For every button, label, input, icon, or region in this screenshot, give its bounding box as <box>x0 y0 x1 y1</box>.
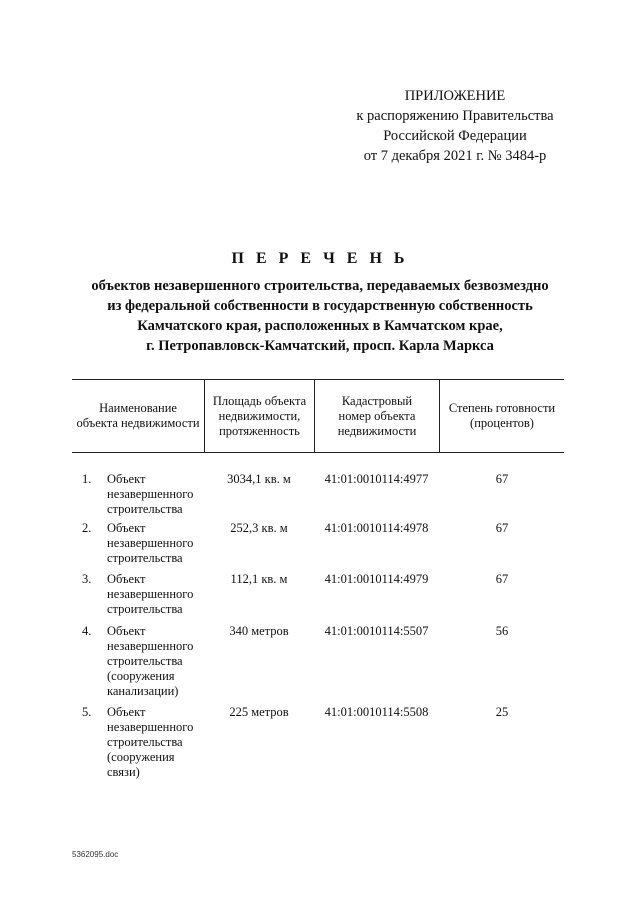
row-number: 5. <box>82 705 92 719</box>
name-line: Объект <box>107 624 146 638</box>
row-cadastral: 41:01:0010114:5507 <box>324 624 429 638</box>
header-name <box>72 380 204 452</box>
row-number: 2. <box>82 521 92 535</box>
header-text: (процентов) <box>470 416 534 430</box>
row-number: 3. <box>82 572 92 586</box>
name-line: незавершенного <box>107 639 194 653</box>
header-text: недвижимости <box>337 423 417 438</box>
header-text: Кадастровый <box>341 393 413 408</box>
row-cadastral: 41:01:0010114:5508 <box>324 705 429 719</box>
row-degree: 67 <box>495 521 509 535</box>
subtitle-line: объектов незавершенного строительства, передаваемых безвозмездно <box>91 278 549 294</box>
row-name <box>107 472 207 517</box>
name-line: незавершенного <box>107 536 194 550</box>
name-line: незавершенного <box>107 587 194 601</box>
row-name <box>107 572 207 617</box>
row-area: 112,1 кв. м <box>230 572 288 586</box>
header-text: недвижимости, <box>218 408 301 423</box>
name-line: канализации) <box>107 684 179 698</box>
row-name <box>107 624 207 699</box>
name-line: строительства <box>107 551 183 565</box>
document-title: П Е Р Е Ч Е Н Ь <box>231 250 409 267</box>
name-line: Объект <box>107 472 146 486</box>
name-line: (сооружения <box>107 750 175 764</box>
row-degree: 67 <box>495 472 509 486</box>
appendix-line: Российской Федерации <box>383 128 527 144</box>
row-name <box>107 521 207 566</box>
file-name-footer: 5362095.doc <box>72 850 119 859</box>
row-name <box>107 705 207 780</box>
appendix-block <box>340 86 570 166</box>
row-cadastral: 41:01:0010114:4977 <box>324 472 429 486</box>
name-line: строительства <box>107 735 183 749</box>
name-line: Объект <box>107 521 146 535</box>
subtitle-line: из федеральной собственности в государственную собственность <box>107 298 533 314</box>
row-area: 3034,1 кв. м <box>227 472 291 486</box>
row-cadastral: 41:01:0010114:4979 <box>324 572 429 586</box>
subtitle-line: Камчатского края, расположенных в Камчатском крае, <box>137 318 503 334</box>
name-line: Объект <box>107 572 146 586</box>
name-line: незавершенного <box>107 487 194 501</box>
name-line: строительства <box>107 654 183 668</box>
name-line: Объект <box>107 705 146 719</box>
name-line: связи) <box>107 765 140 779</box>
name-line: строительства <box>107 502 183 516</box>
row-number: 4. <box>82 624 92 638</box>
header-text: Степень готовности <box>448 401 556 415</box>
header-text: объекта недвижимости <box>76 416 200 430</box>
row-degree: 56 <box>495 624 509 638</box>
header-cadastral <box>315 380 439 452</box>
row-degree: 67 <box>495 572 509 586</box>
row-number: 1. <box>82 472 92 486</box>
document-subtitle <box>60 276 580 356</box>
table-header <box>72 379 564 453</box>
row-cadastral: 41:01:0010114:4978 <box>324 521 429 535</box>
header-text: Площадь объекта <box>212 393 307 408</box>
row-degree: 25 <box>495 705 509 719</box>
header-text: протяженность <box>219 423 300 438</box>
header-area <box>205 380 314 452</box>
appendix-line: к распоряжению Правительства <box>356 108 554 124</box>
header-text: номер объекта <box>338 408 416 423</box>
row-area: 340 метров <box>229 624 289 638</box>
appendix-date-number: от 7 декабря 2021 г. № 3484-р <box>363 148 547 164</box>
appendix-heading: ПРИЛОЖЕНИЕ <box>404 88 506 104</box>
subtitle-line: г. Петропавловск-Камчатский, просп. Карла Маркса <box>146 338 494 354</box>
header-text: Наименование <box>99 401 177 415</box>
name-line: незавершенного <box>107 720 194 734</box>
row-area: 252,3 кв. м <box>230 521 288 535</box>
header-degree <box>440 380 564 452</box>
name-line: строительства <box>107 602 183 616</box>
name-line: (сооружения <box>107 669 175 683</box>
row-area: 225 метров <box>229 705 289 719</box>
